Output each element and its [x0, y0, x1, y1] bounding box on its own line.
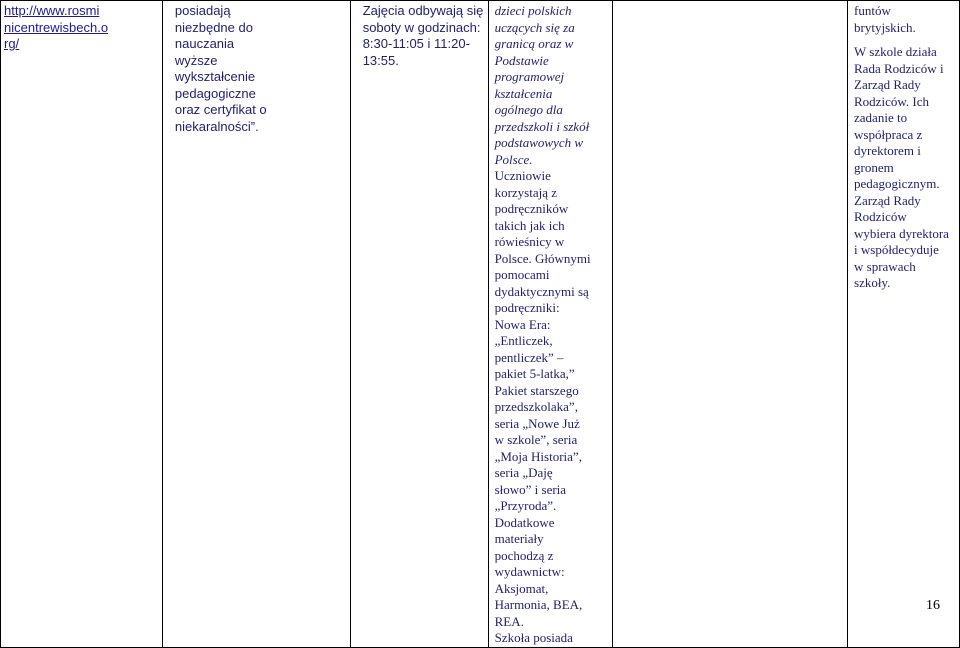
schedule-cell: Zajęcia odbywają się soboty w godzinach: 8:30-11:05 i 11:20- 13:55.: [350, 1, 488, 648]
curriculum-cell: [488, 1, 612, 648]
table-row: [1, 1, 960, 648]
page-number: 16: [926, 598, 940, 613]
parents-council-cell: funtów brytyjskich. W szkole działa Rada Rodziców i Zarząd Rady Rodziców. Ich zadanie to współpraca z dyrektorem i gronem pedagogicznym. Zarząd Rady Rodziców wybiera dyrektora i współdecyduje w sprawach szkoły.: [848, 1, 960, 648]
curriculum-italic-text: dzieci polskich uczących się za granicą oraz w Podstawie programowej kształcenia ogólnego dla przedszkoli i szkół podstawowych w Polsce.: [494, 3, 590, 167]
teachers-cell: posiadają niezbędne do nauczania wyższe wykształcenie pedagogiczne oraz certyfikat o niekaralności”.: [162, 1, 350, 648]
website-cell: [1, 1, 163, 648]
curriculum-text: Uczniowie korzystają z podręczników takich jak ich rówieśnicy w Polsce. Głównymi pomocami dydaktycznymi są podręczniki: Nowa Era: „Entliczek, pentliczek” – pakiet 5-latka,” Pakiet starszego przedszkolaka”, seria „Nowe Już w szkole”, seria „Moja Historia”, seria „Daję słowo” i seria „Przyroda”. Dodatkowe materiały pochodzą z wydawnictw: Aksjomat, Harmonia, BEA, REA. Szkoła posiada: [494, 168, 591, 645]
website-link[interactable]: http://www.rosmi nicentrewisbech.o rg/: [4, 3, 109, 51]
empty-cell: [612, 1, 848, 648]
